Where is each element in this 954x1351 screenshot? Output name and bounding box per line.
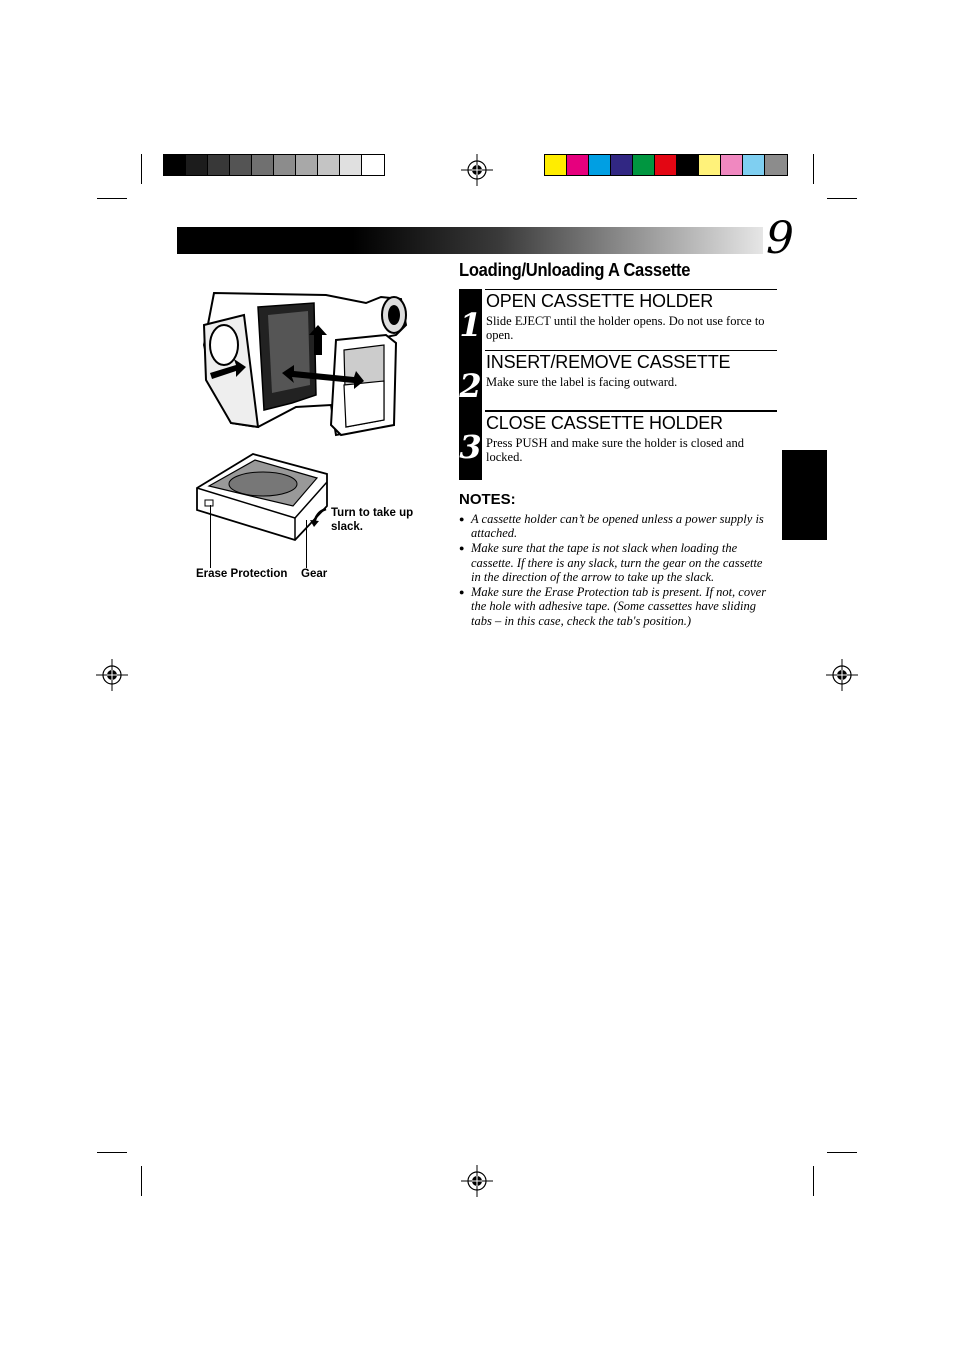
process-color-bar bbox=[544, 154, 788, 176]
crop-mark bbox=[827, 1152, 857, 1153]
note-text: Make sure the Erase Protection tab is present. If not, cover the hole with adhesive tape. (Some cassettes have sliding tabs – in this case, check the tab's position.) bbox=[471, 585, 767, 628]
crop-mark bbox=[813, 154, 814, 184]
step-text: Slide EJECT until the holder opens. Do not use force to open. bbox=[486, 314, 765, 342]
grayscale-color-bar bbox=[163, 154, 385, 176]
color-swatch bbox=[362, 155, 384, 175]
curved-arrow-icon bbox=[308, 506, 330, 528]
color-swatch bbox=[633, 155, 655, 175]
step-text: Make sure the label is facing outward. bbox=[486, 375, 678, 389]
color-swatch bbox=[340, 155, 362, 175]
color-swatch bbox=[677, 155, 699, 175]
header-band bbox=[177, 227, 763, 254]
bullet-icon: ● bbox=[459, 587, 465, 598]
step-number: 3 bbox=[459, 428, 482, 466]
section-side-tab bbox=[782, 450, 827, 540]
crop-mark bbox=[827, 198, 857, 199]
leader-line-erase bbox=[210, 505, 211, 568]
registration-target-icon bbox=[96, 659, 128, 691]
color-swatch bbox=[699, 155, 721, 175]
color-swatch bbox=[274, 155, 296, 175]
color-swatch bbox=[545, 155, 567, 175]
color-swatch bbox=[208, 155, 230, 175]
note-item bbox=[459, 585, 771, 628]
cassette-illustration bbox=[195, 452, 331, 542]
section-title: Loading/Unloading A Cassette bbox=[459, 260, 691, 280]
notes-title: NOTES: bbox=[459, 491, 516, 508]
caption-turn-slack: Turn to take up slack. bbox=[331, 507, 414, 533]
color-swatch bbox=[318, 155, 340, 175]
crop-mark bbox=[813, 1166, 814, 1196]
color-swatch bbox=[186, 155, 208, 175]
color-swatch bbox=[721, 155, 743, 175]
step-number: 1 bbox=[459, 306, 482, 344]
color-swatch bbox=[164, 155, 186, 175]
registration-target-icon bbox=[826, 659, 858, 691]
color-swatch bbox=[743, 155, 765, 175]
color-swatch bbox=[611, 155, 633, 175]
note-item bbox=[459, 541, 771, 584]
crop-mark bbox=[97, 198, 127, 199]
color-swatch bbox=[296, 155, 318, 175]
caption-gear: Gear bbox=[301, 568, 328, 580]
color-swatch bbox=[230, 155, 252, 175]
registration-target-icon bbox=[461, 1165, 493, 1197]
registration-target-icon bbox=[461, 154, 493, 186]
note-item bbox=[459, 512, 771, 541]
bullet-icon: ● bbox=[459, 514, 465, 524]
notes-list bbox=[459, 512, 771, 629]
crop-mark bbox=[97, 1152, 127, 1153]
caption-erase-protection: Erase Protection bbox=[196, 568, 288, 580]
note-text: Make sure that the tape is not slack when loading the cassette. If there is any slack, turn the gear on the cassette in the direction of the arrow to take up the slack. bbox=[471, 541, 763, 585]
leader-line-gear bbox=[306, 520, 307, 568]
crop-mark bbox=[141, 1166, 142, 1196]
step-rule bbox=[485, 350, 777, 351]
color-swatch bbox=[589, 155, 611, 175]
step-number: 2 bbox=[459, 367, 482, 405]
step-title: INSERT/REMOVE CASSETTE bbox=[486, 352, 731, 372]
note-text: A cassette holder can’t be opened unless a power supply is attached. bbox=[471, 512, 764, 541]
camcorder-illustration bbox=[196, 285, 414, 440]
color-swatch bbox=[252, 155, 274, 175]
color-swatch bbox=[765, 155, 787, 175]
step-title: CLOSE CASSETTE HOLDER bbox=[486, 413, 723, 433]
crop-mark bbox=[141, 154, 142, 184]
color-swatch bbox=[567, 155, 589, 175]
step-title: OPEN CASSETTE HOLDER bbox=[486, 291, 714, 311]
step-text: Press PUSH and make sure the holder is closed and locked. bbox=[486, 436, 744, 464]
page-number: 9 bbox=[766, 213, 794, 264]
step-rule bbox=[485, 410, 777, 412]
step-rule bbox=[485, 289, 777, 290]
color-swatch bbox=[655, 155, 677, 175]
bullet-icon: ● bbox=[459, 543, 465, 554]
